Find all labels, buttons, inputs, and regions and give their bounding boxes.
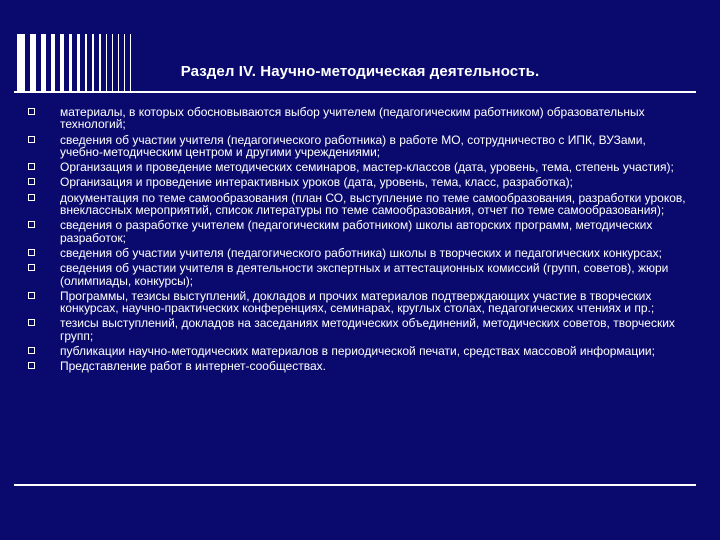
square-bullet-icon xyxy=(28,292,35,299)
bottom-divider-line xyxy=(14,484,696,486)
square-bullet-icon xyxy=(28,194,35,201)
list-item-text: Организация и проведение интерактивных уроков (дата, уровень, тема, класс, разработка); xyxy=(60,175,573,190)
list-item xyxy=(28,247,688,259)
list-item xyxy=(28,106,688,131)
list-item-text: сведения об участии учителя (педагогического работника) школы в творческих и педагогических конкурсах; xyxy=(60,245,662,260)
square-bullet-icon xyxy=(28,221,35,228)
list-item xyxy=(28,262,688,287)
list-item-text: тезисы выступлений, докладов на заседаниях методических объединений, методических советов, творческих групп; xyxy=(60,316,675,343)
bullet-list xyxy=(28,106,688,376)
list-item xyxy=(28,134,688,159)
list-item xyxy=(28,219,688,244)
square-bullet-icon xyxy=(28,319,35,326)
list-item xyxy=(28,345,688,357)
list-item xyxy=(28,317,688,342)
square-bullet-icon xyxy=(28,136,35,143)
square-bullet-icon xyxy=(28,362,35,369)
list-item-text: Программы, тезисы выступлений, докладов и прочих материалов подтверждающих участие в творческих конкурсах, научно-практических конференциях, семинарах, круглых столах, педагогических чтениях и пр.; xyxy=(60,288,655,316)
square-bullet-icon xyxy=(28,249,35,256)
list-item xyxy=(28,360,688,372)
list-item-text: сведения о разработке учителем (педагогическим работником) школы авторских программ, методических разработок; xyxy=(60,218,653,245)
page-title xyxy=(0,63,720,80)
list-item xyxy=(28,290,688,315)
list-item xyxy=(28,161,688,173)
square-bullet-icon xyxy=(28,347,35,354)
page-title-text: Раздел IV. Научно-методическая деятельность. xyxy=(180,63,540,80)
square-bullet-icon xyxy=(28,178,35,185)
list-item-text: Представление работ в интернет-сообществах. xyxy=(60,359,326,374)
list-item-text: материалы, в которых обосновываются выбор учителем (педагогическим работником) образовательных технологий; xyxy=(60,105,645,132)
top-divider-line xyxy=(14,91,696,93)
square-bullet-icon xyxy=(28,108,35,115)
list-item xyxy=(28,192,688,217)
list-item-text: документация по теме самообразования (план СО, выступление по теме самообразования, разработки уроков, внеклассных мероприятий, список литературы по теме самообразования, отчет по теме самообразования); xyxy=(60,190,686,218)
list-item-text: сведения об участии учителя в деятельности экспертных и аттестационных комиссий (групп, советов), жюри (олимпиады, конкурсы); xyxy=(60,261,669,288)
list-item-text: публикации научно-методических материалов в периодической печати, средствах массовой информации; xyxy=(60,344,655,359)
square-bullet-icon xyxy=(28,264,35,271)
square-bullet-icon xyxy=(28,163,35,170)
list-item xyxy=(28,176,688,188)
list-item-text: Организация и проведение методических семинаров, мастер-классов (дата, уровень, тема, степень участия); xyxy=(60,160,674,175)
list-item-text: сведения об участии учителя (педагогического работника) в работе МО, сотрудничество с ИПК, ВУЗами, учебно-методическим центром и другими учреждениями; xyxy=(60,132,646,159)
